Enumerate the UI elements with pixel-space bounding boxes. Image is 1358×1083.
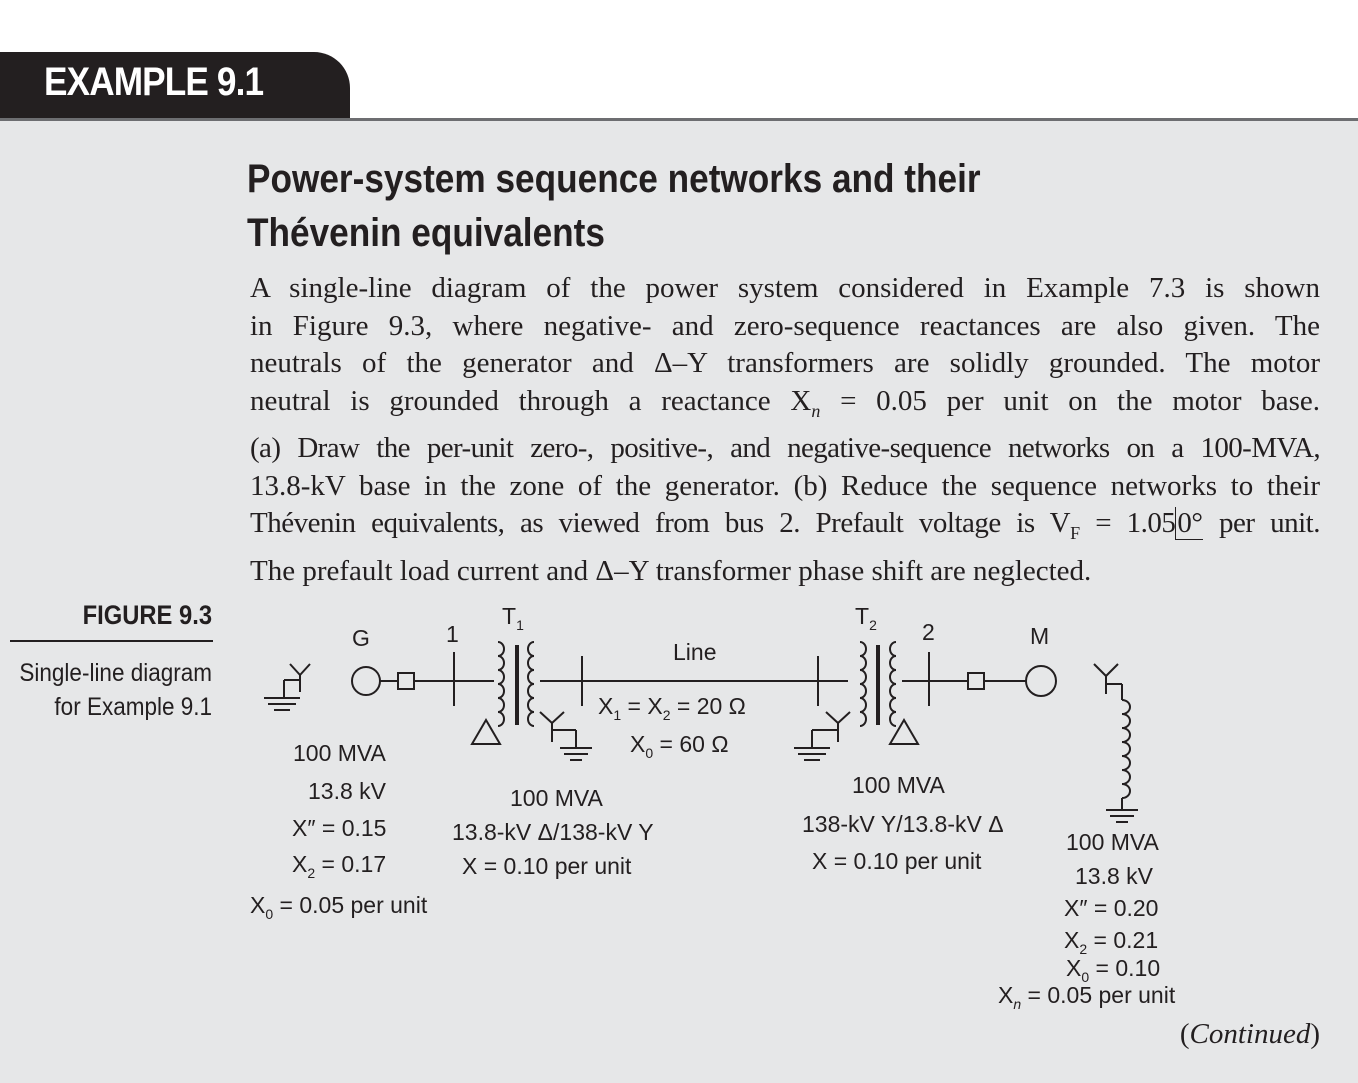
line-label: Line [673,639,717,665]
gen-xpp: X″ = 0.15 [292,815,387,841]
figure-label: FIGURE 9.3 [82,600,212,630]
t2-primary-winding [860,642,866,726]
line-x0: $X_0 = 60$ Ω [630,731,729,761]
body-line: The prefault load current and Δ–Y transformer phase shift are neglected. [250,554,1092,587]
body-line: (a) Draw the per-unit zero-, positive-, and negative-sequence networks on a 100-MVA, [250,432,1320,465]
t2-secondary-winding [890,642,896,726]
gen-x0: $X_0 = 0.05$ per unit [250,892,428,922]
bus-2-label: 2 [922,619,935,645]
t2-mva: 100 MVA [852,772,945,798]
t1-label: $T_1$ [502,603,524,633]
t2-delta-symbol [890,720,918,744]
motor-x0: $X_0 = 0.10$ [1066,955,1161,985]
section-title-line1: Power-system sequence networks and their [247,157,981,201]
t1-delta-symbol [472,720,500,744]
t1-x: X = 0.10 per unit [462,853,632,879]
motor-breaker [968,673,984,689]
motor-kv: 13.8 kV [1075,863,1153,889]
t1-wye-ground-symbol [540,712,592,760]
continued-note: (Continued) [1179,1018,1320,1050]
t2-label: $T_2$ [855,603,877,633]
generator-breaker [398,673,414,689]
t1-mva: 100 MVA [510,785,603,811]
body-line: 13.8-kV base in the zone of the generator. (b) Reduce the sequence networks to their [250,469,1320,502]
motor-neutral-reactor [1094,664,1138,822]
body-line: in Figure 9.3, where negative- and zero-sequence reactances are also given. The [250,309,1320,342]
figure-caption: Single-line diagram for Example 9.1 [19,659,213,721]
t2-rating: 138-kV Y/13.8-kV Δ [802,811,1004,837]
gen-mva: 100 MVA [293,740,386,766]
t2-wye-ground-symbol [794,712,850,760]
motor-mva: 100 MVA [1066,829,1159,855]
section-title-line2: Thévenin equivalents [247,211,605,255]
gen-x2: $X_2 = 0.17$ [292,851,387,881]
example-label: EXAMPLE 9.1 [44,60,264,104]
line-x1-x2: $X_1 = X_2 = 20$ Ω [598,693,746,723]
motor-label: M [1030,623,1050,649]
bus-1-label: 1 [446,621,459,647]
t1-secondary-winding [528,642,534,726]
generator-symbol [352,667,380,695]
generator-wye-ground-symbol [264,664,310,710]
motor-x2: $X_2 = 0.21$ [1064,927,1159,957]
t1-primary-winding [498,642,504,726]
t1-rating: 13.8-kV Δ/138-kV Y [452,819,654,845]
motor-xn: $X_n = 0.05$ per unit [998,982,1176,1012]
generator-label: G [352,625,370,651]
t2-x: X = 0.10 per unit [812,848,982,874]
gen-kv: 13.8 kV [308,778,386,804]
body-line: neutrals of the generator and Δ–Y transformers are solidly grounded. The motor [250,347,1320,380]
body-line: Thévenin equivalents, as viewed from bus 2. Prefault voltage is $V_F = 1.050^\circ$ per unit. [250,507,1320,544]
body-line: A single-line diagram of the power system considered in Example 7.3 is shown [250,272,1320,304]
body-line: neutral is grounded through a reactance $X_n = 0.05$ per unit on the motor base. [250,384,1321,421]
motor-symbol [1026,666,1056,696]
motor-xpp: X″ = 0.20 [1064,895,1159,921]
